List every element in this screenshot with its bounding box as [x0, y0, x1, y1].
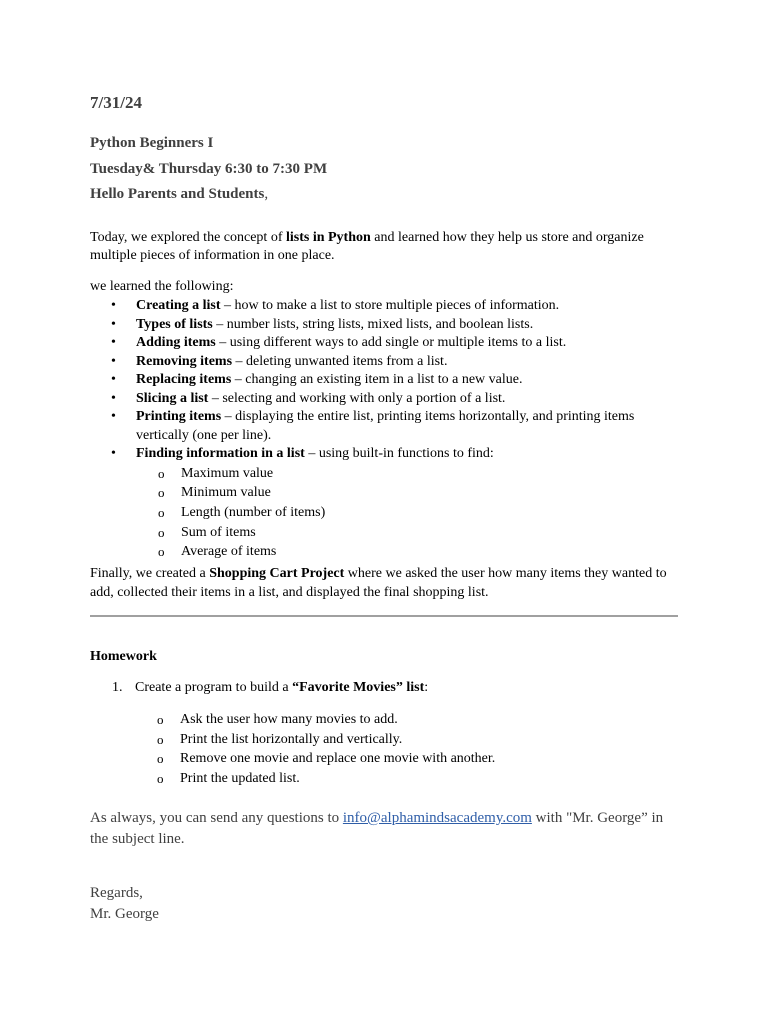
- list-item: o Ask the user how many movies to add.: [157, 712, 398, 727]
- date-heading: 7/31/24: [90, 93, 142, 112]
- learned-label: we learned the following:: [90, 279, 234, 294]
- list-item: o Maximum value: [158, 465, 274, 481]
- list-item: • Finding information in a list – using built-in functions to find: o Maximum value o Minimum value o Length (number of items) o Sum of items o Average of items: [90, 445, 680, 562]
- closing-regards: Regards,: [90, 885, 143, 901]
- find-functions-list: [136, 464, 680, 563]
- list-item: • Printing items – displaying the entire list, printing items horizontally, and printing items vertically (one per line).: [90, 408, 680, 445]
- list-item: o Minimum value: [158, 485, 271, 501]
- project-paragraph: Finally, we created a Shopping Cart Project where we asked the user how many items they wanted to add, collected their items in a list, and displayed the final shopping list.: [90, 566, 667, 600]
- list-item: o Average of items: [158, 544, 277, 560]
- list-item: • Replacing items – changing an existing item in a list to a new value.: [90, 371, 680, 390]
- list-item: o Print the updated list.: [157, 771, 300, 787]
- list-item: • Creating a list – how to make a list to store multiple pieces of information.: [90, 297, 680, 316]
- list-item: • Removing items – deleting unwanted items from a list.: [90, 353, 680, 372]
- topics-list: [90, 297, 680, 562]
- list-item: o Length (number of items): [158, 504, 326, 520]
- closing: [90, 883, 159, 925]
- list-item: • Slicing a list – selecting and working with only a portion of a list.: [90, 390, 680, 409]
- intro-paragraph: Today, we explored the concept of lists in Python and learned how they help us store and organize multiple pieces of information in one place.: [90, 230, 644, 263]
- list-item: • Types of lists – number lists, string lists, mixed lists, and boolean lists.: [90, 316, 680, 335]
- email-link[interactable]: info@alphamindsacademy.com: [342, 810, 532, 826]
- list-item: o Sum of items: [158, 524, 256, 540]
- homework-heading: Homework: [90, 649, 157, 664]
- list-item: o Remove one movie and replace one movie with another.: [157, 751, 496, 767]
- list-item: • Adding items – using different ways to add single or multiple items to a list.: [90, 334, 680, 353]
- course-title: Python Beginners I: [90, 135, 214, 151]
- document-page: 7/31/24 Python Beginners I Tuesday& Thursday 6:30 to 7:30 PM Hello Parents and Students, Today, we explored the concept of lists in Python and learned how they help us store and organize multiple pieces of information in one place. we learned the following: • Creating a list – how to make a list to store multiple pieces of information. • Types of lists – number lists, string lists, mixed lists, and boolean lists. • Adding items – using different ways to add single or multiple items to a list. • Removing items – deleting unwanted items from a list. • Replacing items – changing an existing item in a list to a new value. • Slicing a list – selecting and working with only a portion of a list. • Printing items – displaying the entire list, printing items horizontally, and printing items vertically (one per line). • Finding information in a list – using built-in functions to find: o Maximum value o Minimum value o Length (number of items) o Sum of items o Average of items Finally, we created a Shopping Cart Project where we asked the user how many items they wanted to add, collected their items in a list, and displayed the final shopping list. Homework 1. Create a program to build a “Favorite Movies” list: o Ask the user how many movies to add. o Print the list horizontally and vertically. o Remove one movie and replace one movie with another. o Print the updated list. As always, you can send any questions to info@alphamindsacademy.com with "Mr. George” in the subject line. Regards, Mr. George: [0, 0, 768, 1024]
- signature-name: Mr. George: [90, 906, 159, 922]
- list-item: o Print the list horizontally and vertically.: [157, 731, 403, 747]
- class-schedule: Tuesday& Thursday 6:30 to 7:30 PM: [90, 161, 328, 177]
- homework-steps-list: [90, 710, 680, 789]
- contact-paragraph: As always, you can send any questions to info@alphamindsacademy.com with "Mr. George” in the subject line.: [90, 810, 664, 847]
- section-divider: [90, 615, 678, 617]
- greeting: Hello Parents and Students,: [90, 186, 269, 202]
